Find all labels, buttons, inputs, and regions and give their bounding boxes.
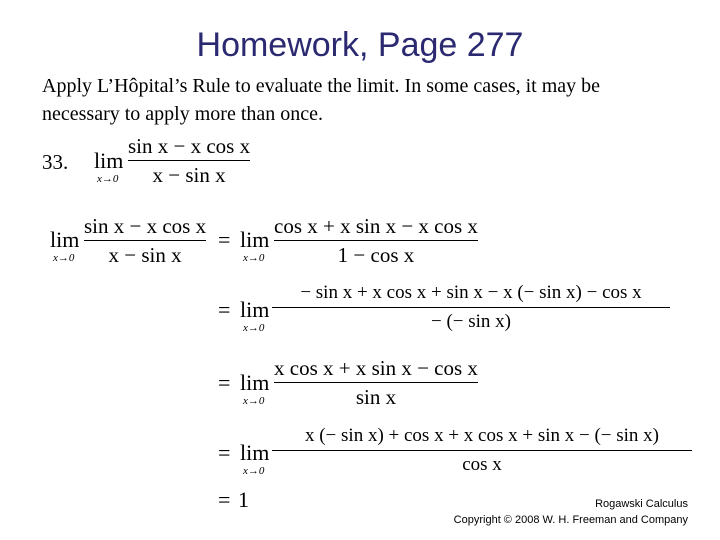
problem-lim-subscript: x→0 — [97, 173, 119, 185]
step-3-lim-subscript: x→0 — [243, 395, 265, 407]
step-1-denominator: 1 − cos x — [337, 243, 415, 267]
fraction-bar — [274, 240, 478, 241]
step-2-numerator: − sin x + x cos x + sin x − x (− sin x) − cos x — [300, 282, 642, 303]
step-3-numerator: x cos x + x sin x − cos x — [274, 356, 478, 380]
step-3-equals: = — [218, 370, 231, 395]
step-1-fraction — [274, 213, 478, 268]
fraction-bar — [128, 160, 250, 161]
step-1-equals: = — [218, 227, 231, 252]
step-2-fraction — [272, 280, 670, 335]
problem-number: 33. — [42, 150, 69, 174]
problem-numerator: sin x − x cos x — [128, 134, 251, 158]
step-0-numerator: sin x − x cos x — [84, 214, 207, 238]
step-1-lim-subscript: x→0 — [243, 252, 265, 264]
step-5-equals: = — [218, 487, 231, 512]
step-1-numerator: cos x + x sin x − x cos x — [274, 214, 478, 238]
step-3-denominator: sin x — [355, 385, 397, 409]
step-4-denominator: cos x — [462, 454, 502, 475]
credit-line-1: Rogawski Calculus — [595, 498, 688, 510]
step-4-numerator: x (− sin x) + cos x + x cos x + sin x − (− sin x) — [304, 425, 660, 446]
problem-denominator: x − sin x — [152, 163, 226, 187]
step-0-fraction — [84, 213, 206, 268]
step-3-lim: lim — [240, 370, 270, 395]
step-3-fraction — [274, 355, 478, 410]
step-0-lim: lim — [50, 227, 80, 252]
credit-line-2: Copyright © 2008 W. H. Freeman and Company — [453, 514, 688, 526]
step-2-equals: = — [218, 297, 231, 322]
fraction-bar — [84, 240, 206, 241]
result-value: 1 — [238, 487, 249, 512]
step-2-lim: lim — [240, 297, 270, 322]
fraction-bar — [272, 307, 670, 308]
step-4-lim: lim — [240, 440, 270, 465]
instructions-text: Apply L’Hôpital’s Rule to evaluate the limit. In some cases, it may be necessary to apply more than once. — [42, 75, 601, 125]
step-2-denominator: − (− sin x) — [430, 311, 511, 332]
step-2-lim-subscript: x→0 — [243, 322, 265, 334]
step-1-lim: lim — [240, 227, 270, 252]
credit — [454, 496, 688, 528]
problem-lim: lim — [94, 148, 124, 173]
step-4-lim-subscript: x→0 — [243, 465, 265, 477]
step-0-lim-subscript: x→0 — [53, 252, 75, 264]
fraction-bar — [272, 450, 692, 451]
step-4-equals: = — [218, 440, 231, 465]
fraction-bar — [274, 382, 478, 383]
step-4-fraction — [272, 423, 692, 478]
problem-fraction — [128, 133, 250, 188]
page-title: Homework, Page 277 — [196, 26, 524, 64]
step-0-denominator: x − sin x — [108, 243, 182, 267]
